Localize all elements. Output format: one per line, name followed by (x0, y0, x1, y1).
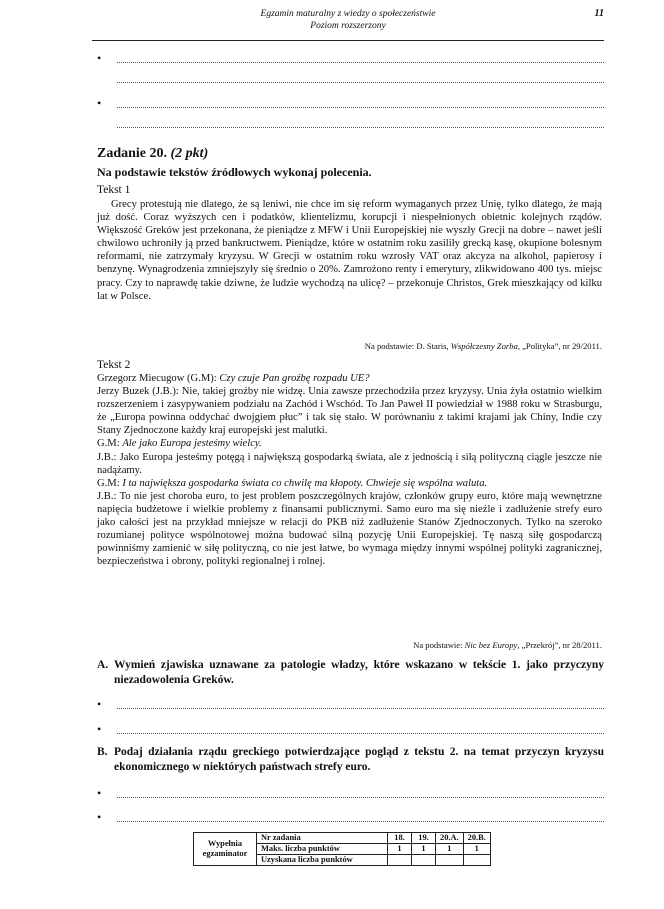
max-points-cell: 1 (436, 844, 464, 855)
interviewer-speaker: G.M: (97, 477, 123, 489)
text1-source-prefix: Na podstawie: D. Staris, (364, 341, 449, 351)
examiner-label: Wypełnia egzaminator (194, 833, 257, 866)
question-b-letter: B. (97, 746, 108, 758)
question-a-letter: A. (97, 659, 109, 671)
max-points-cell: 1 (412, 844, 436, 855)
task-instruction: Na podstawie tekstów źródłowych wykonaj polecenia. (97, 165, 372, 179)
grading-table (193, 832, 491, 866)
answer-a-line[interactable] (117, 733, 604, 734)
earned-points-cell[interactable] (463, 855, 490, 866)
answer-bullet: • (97, 786, 102, 800)
earned-points-header: Uzyskana liczba punktów (257, 855, 388, 866)
text2-body (97, 372, 602, 568)
interview-question: Czy czuje Pan groźbę rozpadu UE? (219, 373, 370, 384)
answer-bullet: • (97, 810, 102, 824)
interviewer-speaker: G.M: (97, 438, 123, 450)
earned-points-cell[interactable] (412, 855, 436, 866)
text2-source-title: Nic bez Europy (464, 640, 518, 650)
answer-line[interactable] (117, 127, 604, 128)
answer-line[interactable] (117, 62, 604, 63)
max-points-cell: 1 (388, 844, 412, 855)
answer-b-line[interactable] (117, 797, 604, 798)
task-number-cell: 18. (388, 833, 412, 844)
text2-source (413, 640, 602, 651)
answer-line[interactable] (117, 82, 604, 83)
text2-source-suffix: , „Przekrój”, nr 28/2011. (517, 640, 602, 650)
task-number-header: Nr zadania (257, 833, 388, 844)
answer-bullet: • (97, 697, 102, 711)
page-header (92, 6, 604, 41)
task-number: Zadanie 20. (97, 146, 168, 161)
text1-content: Grecy protestują nie dlatego, że są leniwi, nie chce im się reform wymaganych przez Unię, tylko dlatego, że mają już dość. Coraz wyższych cen i podatków, klientelizmu, korupcji i niespełnionych obietnic kolejnych rządów. Większość Greków jest przekonana, że pieniądze z MFW i Unii Europejskiej nie wyszły Grecji na dobre – nawet jeśli chwilowo uchroniły ją przed bankructwem. Pieniądze, które w ostatnim roku zasiliły grecką kasę, okupione bolesnym reformami, nie zatrzymały kryzysu. W Grecji w ostatnim roku wzrosły VAT oraz akcyza na alkohol, papierosy i benzynę. Wynagrodzenia zmniejszyły się średnio o 20%. Zamrożono renty i emerytury, zlikwidowano 400 tys. miejsc pracy. Czy to naprawdę takie dziwne, że ludzie wychodzą na ulicę? – przekonuje Christos, Grek mieszkający od kilku lat w Polsce. (97, 199, 602, 302)
answer-line[interactable] (117, 107, 604, 108)
interview-answer: Jerzy Buzek (J.B.): Nie, takiej groźby nie widzę. Unia zawsze przechodziła przez kryzysy. Unia żyła ostatnio wielkim rozszerzeniem i zasypywaniem podziału na Zachód i Wschód. To Jan Paweł II powiedział w 1988 roku w Strasburgu, że „Europa powinna oddychać dwojgiem płuc” i tak się stało. W porównaniu z takimi krajami jak Chiny, Indie czy Stany Zjednoczone każdy kraj europejski jest malutki. (97, 386, 602, 437)
interview-question: Ale jako Europa jesteśmy wielcy. (122, 438, 262, 450)
answer-bullet: • (97, 96, 102, 110)
answer-bullet: • (97, 51, 102, 65)
page-number: 11 (594, 8, 604, 19)
text2-label: Tekst 2 (97, 359, 131, 371)
max-points-header: Maks. liczba punktów (257, 844, 388, 855)
exam-level: Poziom rozszerzony (310, 21, 386, 31)
interview-answer: J.B.: To nie jest choroba euro, to jest problem poszczególnych krajów, członków grupy euro, które mają wewnętrzne napięcia budżetowe i wielkie problemy z finansami publicznymi. Samo euro ma się nieźle i zadłużenie strefy euro jako całości jest na przykład mniejsze w relacji do PKB niż zadłużenie Stanów Zjednoczonych. Tylko na szeroko rozumianej polityce wspólnotowej można budować silną pozycję Unii Europejskiej. Tę naszą siłę gospodarczą powinniśmy zamienić w siłę polityczną, co nie jest łatwe, bo wymaga między innymi wspólnej polityki zagranicznej, bezpieczeństwa i obrony, polityki regionalnej i rolnej. (97, 490, 602, 568)
text1-label: Tekst 1 (97, 184, 131, 196)
earned-points-cell[interactable] (436, 855, 464, 866)
answer-bullet: • (97, 722, 102, 736)
text1-source-suffix: , „Polityka”, nr 29/2011. (517, 341, 602, 351)
answer-a-line[interactable] (117, 708, 604, 709)
task-number-cell: 20.A. (436, 833, 464, 844)
text1-body (97, 198, 602, 303)
interview-answer: J.B.: Jako Europa jesteśmy potęgą i największą gospodarką świata, ale z jednością i siłą polityczną ciągle jeszcze nie nadążamy. (97, 451, 602, 476)
task-number-cell: 19. (412, 833, 436, 844)
question-b-text: Podaj działania rządu greckiego potwierdzające pogląd z tekstu 2. na temat przyczyn kryzysu ekonomicznego w niektórych państwach strefy euro. (114, 746, 604, 773)
answer-b-line[interactable] (117, 821, 604, 822)
earned-points-cell[interactable] (388, 855, 412, 866)
task-title (97, 146, 208, 162)
text1-source (365, 341, 602, 352)
exam-title: Egzamin maturalny z wiedzy o społeczeństwie (260, 9, 436, 19)
interview-question: I ta największa gospodarka świata co chwilę ma kłopoty. Chwieje się wspólna waluta. (122, 477, 488, 489)
max-points-cell: 1 (463, 844, 490, 855)
text1-source-title: Współczesny Zorba (450, 341, 518, 351)
question-a-text: Wymień zjawiska uznawane za patologie władzy, które wskazano w tekście 1. jako przyczyny niezadowolenia Greków. (114, 659, 604, 686)
task-points: (2 pkt) (170, 146, 209, 161)
text2-source-prefix: Na podstawie: (413, 640, 463, 650)
interviewer-speaker: Grzegorz Miecugow (G.M): (97, 373, 220, 384)
task-number-cell: 20.B. (463, 833, 490, 844)
